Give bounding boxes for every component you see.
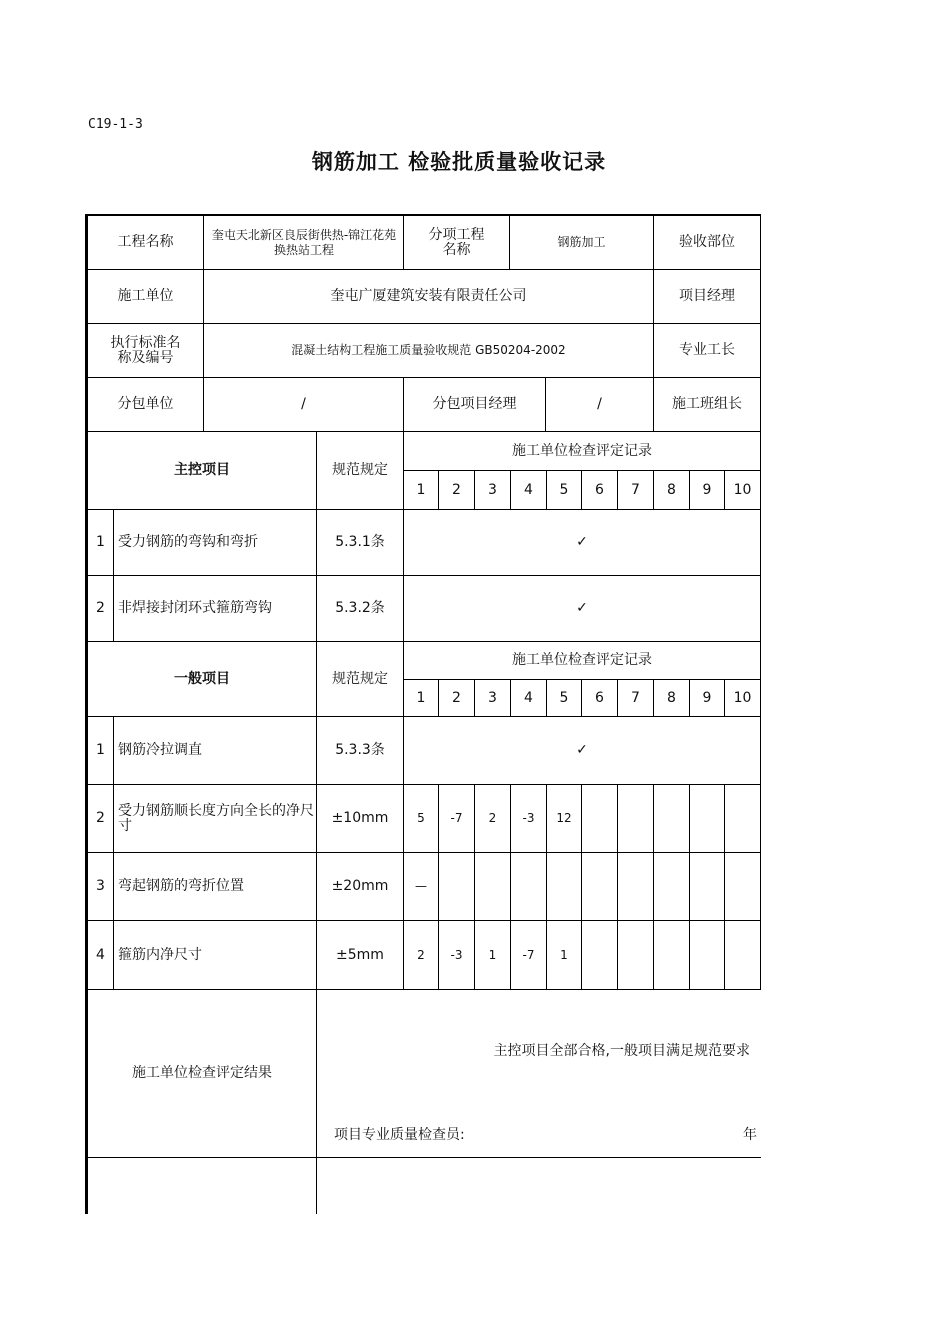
result-text: 主控项目全部合格,一般项目满足规范要求 bbox=[493, 1042, 750, 1059]
general-item-spec: ±20mm bbox=[331, 878, 389, 894]
contractor-value: 奎屯广厦建筑安装有限责任公司 bbox=[330, 288, 527, 304]
measure-value: 1 bbox=[488, 947, 497, 962]
general-record-label: 施工单位检查评定记录 bbox=[512, 652, 652, 668]
measure-value: -7 bbox=[450, 811, 463, 825]
check-mark: ✓ bbox=[576, 742, 588, 758]
col-header: 4 bbox=[524, 481, 533, 498]
main-item-spec: 5.3.2条 bbox=[335, 600, 385, 616]
general-item-name: 受力钢筋顺长度方向全长的净尺寸 bbox=[118, 802, 314, 834]
result-label: 施工单位检查评定结果 bbox=[132, 1065, 272, 1081]
col-header: 10 bbox=[733, 481, 752, 498]
project-manager-label: 项目经理 bbox=[679, 288, 735, 304]
inspector-label: 项目专业质量检查员: bbox=[334, 1126, 465, 1143]
col-header: 1 bbox=[416, 481, 426, 498]
col-header: 5 bbox=[559, 689, 569, 706]
page-title: 钢筋加工 检验批质量验收记录 bbox=[311, 150, 607, 174]
col-header: 7 bbox=[631, 481, 640, 498]
measure-value: 12 bbox=[556, 811, 572, 825]
general-label: 一般项目 bbox=[174, 670, 230, 687]
col-header: 2 bbox=[452, 689, 461, 706]
col-header: 3 bbox=[488, 481, 497, 498]
general-item-name: 弯起钢筋的弯折位置 bbox=[118, 878, 244, 894]
acceptance-part-label: 验收部位 bbox=[679, 234, 735, 250]
general-item-name: 箍筋内净尺寸 bbox=[118, 946, 202, 963]
subcontractor-value: / bbox=[301, 396, 306, 412]
col-header: 6 bbox=[595, 481, 604, 498]
project-name-value: 奎屯天北新区良辰街供热-锦江花苑换热站工程 bbox=[211, 227, 397, 257]
measure-value: — bbox=[415, 879, 427, 893]
col-header: 8 bbox=[667, 481, 676, 498]
col-header: 6 bbox=[595, 689, 604, 706]
standard-label: 执行标准名称及编号 bbox=[110, 334, 181, 366]
col-header: 10 bbox=[733, 689, 752, 706]
subcontractor-label: 分包单位 bbox=[117, 396, 174, 412]
measure-value: 5 bbox=[417, 811, 425, 825]
main-record-label: 施工单位检查评定记录 bbox=[512, 442, 652, 459]
sub-pm-value: / bbox=[597, 396, 602, 412]
project-name-label: 工程名称 bbox=[117, 234, 174, 250]
standard-value: 混凝土结构工程施工质量验收规范 GB50204-2002 bbox=[291, 343, 566, 357]
col-header: 3 bbox=[488, 689, 497, 706]
check-mark: ✓ bbox=[576, 600, 588, 616]
general-spec-label: 规范规定 bbox=[332, 670, 388, 687]
measure-value: -3 bbox=[450, 947, 463, 962]
row-number: 3 bbox=[96, 878, 105, 894]
main-item-name: 非焊接封闭环式箍筋弯钩 bbox=[118, 600, 272, 616]
col-header: 2 bbox=[452, 481, 461, 498]
sub-item-label: 分项工程名称 bbox=[428, 226, 485, 258]
row-number: 4 bbox=[96, 946, 105, 963]
contractor-label: 施工单位 bbox=[117, 288, 174, 304]
col-header: 1 bbox=[416, 689, 426, 706]
sub-item-value: 钢筋加工 bbox=[557, 235, 606, 249]
row-number: 1 bbox=[96, 742, 105, 758]
foreman-label: 专业工长 bbox=[679, 342, 735, 358]
col-header: 9 bbox=[702, 481, 712, 498]
team-leader-label: 施工班组长 bbox=[672, 396, 742, 412]
row-number: 1 bbox=[96, 534, 105, 550]
general-item-spec: ±5mm bbox=[336, 946, 384, 963]
col-header: 4 bbox=[524, 689, 533, 706]
measure-value: 2 bbox=[417, 947, 425, 962]
year-label: 年 bbox=[743, 1126, 757, 1143]
document-code: C19-1-3 bbox=[88, 117, 143, 132]
check-mark: ✓ bbox=[576, 534, 588, 550]
row-number: 2 bbox=[96, 810, 105, 826]
col-header: 5 bbox=[559, 481, 569, 498]
col-header: 7 bbox=[631, 689, 640, 706]
col-header: 8 bbox=[667, 689, 676, 706]
main-control-label: 主控项目 bbox=[174, 462, 230, 478]
main-spec-label: 规范规定 bbox=[332, 462, 388, 478]
general-item-spec: 5.3.3条 bbox=[335, 742, 385, 758]
measure-value: 1 bbox=[560, 947, 568, 962]
main-item-spec: 5.3.1条 bbox=[335, 534, 385, 550]
general-item-name: 钢筋冷拉调直 bbox=[118, 742, 202, 758]
col-header: 9 bbox=[702, 689, 712, 706]
row-number: 2 bbox=[96, 600, 105, 616]
measure-value: 2 bbox=[488, 811, 497, 825]
sub-pm-label: 分包项目经理 bbox=[432, 396, 517, 412]
main-item-name: 受力钢筋的弯钩和弯折 bbox=[118, 534, 258, 550]
measure-value: -7 bbox=[522, 947, 535, 962]
general-item-spec: ±10mm bbox=[331, 810, 389, 826]
measure-value: -3 bbox=[522, 811, 535, 825]
